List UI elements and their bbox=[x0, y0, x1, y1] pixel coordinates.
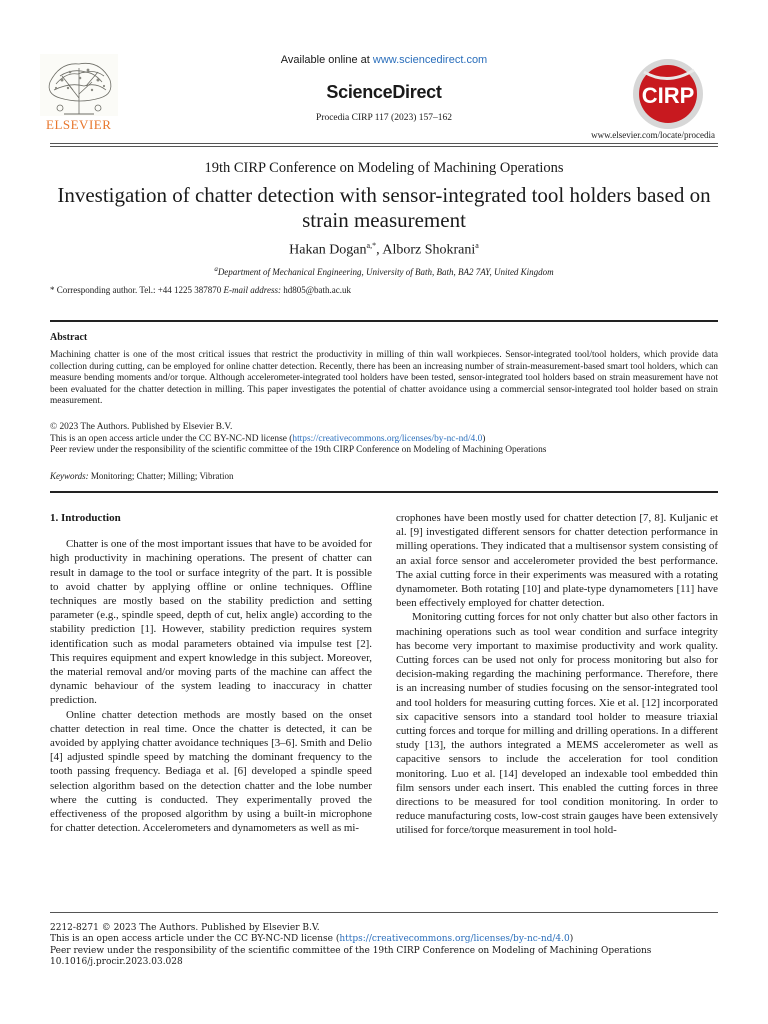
affiliation-text: Department of Mechanical Engineering, University of Bath, Bath, BA2 7AY, United Kingdom bbox=[217, 267, 554, 277]
footer-license-prefix: This is an open access article under the CC BY-NC-ND license ( bbox=[50, 934, 340, 945]
email-address[interactable]: hd805@bath.ac.uk bbox=[280, 285, 351, 295]
email-label: E-mail address: bbox=[223, 285, 281, 295]
abstract-bottom-rule bbox=[50, 491, 718, 493]
author-1-affil: a, bbox=[366, 241, 373, 250]
available-prefix: Available online at bbox=[280, 54, 373, 66]
footer-license-link[interactable]: https://creativecommons.org/licenses/by-nc-nd/4.0 bbox=[339, 934, 570, 945]
copyright-block bbox=[50, 422, 730, 457]
paragraph: crophones have been mostly used for chatter detection [7, 8]. Kuljanic et al. [9] investigated different sensors for chatter detection performance in milling operations. They indicated that a multisensor system consisting of an axial force sensor and accelerometer provided the best performance. The axial cutting force in their experiments was measured with a rotating dynamometer. Both rotating [10] and plate-type dynamometers [11] have been effectively employed for chatter detection. bbox=[396, 512, 718, 610]
section-heading-introduction: 1. Introduction bbox=[50, 512, 121, 524]
footer-license bbox=[50, 934, 651, 945]
abstract-text: Machining chatter is one of the most critical issues that restrict the productivity in milling of thin wall workpieces. Sensor-integrated tool/tool holders, which provide data collection during cutting, can be employed for online chatter detection. Recently, there has been an increasing number of strain-measurement-based smart tool holders, which can measure bending moments and/or torque. Although accelerometer-integrated tool holders have been tested, sensor-integrated tool holders based on strain measurement have not been evaluated for the chatter detection in milling. This paper investigates the potential of chatter avoidance using a commercial sensor-integrated tool holder based on strain measurement. bbox=[50, 350, 718, 407]
keywords-label: Keywords: bbox=[50, 471, 89, 481]
affiliation bbox=[0, 265, 768, 277]
license-link[interactable]: https://creativecommons.org/licenses/by-nc-nd/4.0 bbox=[292, 433, 483, 444]
license-prefix: This is an open access article under the CC BY-NC-ND license ( bbox=[50, 433, 293, 444]
keywords bbox=[50, 471, 233, 481]
license-suffix: ) bbox=[482, 433, 486, 444]
footer-doi[interactable]: 10.1016/j.procir.2023.03.028 bbox=[50, 956, 183, 967]
publisher-name: ELSEVIER bbox=[46, 117, 112, 132]
footer-peer-review: Peer review under the responsibility of the scientific committee of the 19th CIRP Conference on Modeling of Machining Operations bbox=[50, 945, 652, 956]
corresponding-author bbox=[50, 285, 351, 295]
header-divider bbox=[50, 143, 718, 144]
author-1-corresp: * bbox=[372, 241, 377, 250]
footer bbox=[50, 923, 651, 968]
author-list: Hakan Dogan$^{a,*}$, Alborz Shokrani$^a$ bbox=[289, 241, 479, 258]
author-2: Alborz Shokrani bbox=[382, 242, 476, 258]
paper-title: Investigation of chatter detection with sensor-integrated tool holders based on strain measurement bbox=[57, 183, 711, 232]
sciencedirect-brand: ScienceDirect bbox=[326, 82, 442, 102]
footer-issn: 2212-8271 © 2023 The Authors. Published by Elsevier B.V. bbox=[50, 923, 320, 933]
journal-url[interactable]: www.elsevier.com/locate/procedia bbox=[591, 130, 715, 140]
footer-rule bbox=[50, 912, 718, 913]
affiliation-marker: a bbox=[214, 265, 218, 273]
header-divider-2 bbox=[50, 146, 718, 147]
paragraph: Monitoring cutting forces for not only chatter but also other factors in machining operations such as tool wear condition and surface integrity has become very important to maximise productivity and work quality. Cutting forces can be used not only for process monitoring but also for decision-making regarding the machining performance. Therefore, there is an increasing number of studies focusing on the sensor-integrated tool and tool holders for measuring cutting forces. Xie et al. [12] incorporated six capacitive sensors into a standard tool holder to measure triaxial cutting forces and torque for milling and drilling operations. In a different study [13], the authors integrated a MEMS accelerometer as well as capacitive sensors to include the acceleration for tool condition monitoring. Luo et al. [14] developed an indexable tool embedded thin film sensors under each insert. This enabled the cutting forces in three directions to be measured for tool condition monitoring. In order to reduce manufacturing costs, low-cost strain gauges have been extensively utilised for force/torque measurement in tool hold- bbox=[396, 611, 718, 837]
keywords-list: Monitoring; Chatter; Milling; Vibration bbox=[88, 471, 234, 481]
license-line bbox=[50, 434, 730, 446]
author-2-affil: a bbox=[475, 241, 479, 250]
paragraph: Chatter is one of the most important issues that have to be avoided for high productivity in machining operations. The present of chatter can result in damage to the tool or surface integrity of the part. It is possible to avoid chatter by applying offline or online techniques. Offline techniques are mostly based on the stability prediction and setting parameter (e.g., spindle speed, depth of cut, helix angle) according to the stability prediction [1]. However, stability prediction requires system identification such as modal parameters obtained via impulse test [2]. This requires equipment and expert knowledge in this subject. Moreover, the material removal and/or moving parts of the machine can affect the dynamic behaviour of the system leading to inaccuracy in chatter prediction. bbox=[50, 538, 372, 707]
peer-review-line: Peer review under the responsibility of the scientific committee of the 19th CIRP Conference on Modeling of Machining Operations bbox=[50, 445, 547, 456]
body-column-left bbox=[50, 511, 372, 835]
conference-name: 19th CIRP Conference on Modeling of Machining Operations bbox=[204, 160, 564, 176]
paragraph: Online chatter detection methods are mostly based on the onset chatter detection in real time. Once the chatter is detected, it can be avoided by applying chatter avoidance techniques [3–6]. Smith and Delio [4] adjusted spindle speed by matching the dominant frequency to the tooth passing frequency. Bediaga et al. [6] developed a spindle speed selection algorithm based on the detection chatter and the lobe number where the cutting is conducted. They experimentally proved the effectiveness of the proposed algorithm by using a built-in microphone for chatter detection. Accelerometers and dynamometers as well as mi- bbox=[50, 708, 372, 835]
abstract-top-rule bbox=[50, 320, 718, 322]
sciencedirect-link[interactable]: www.sciencedirect.com bbox=[372, 54, 488, 66]
journal-reference: Procedia CIRP 117 (2023) 157–162 bbox=[316, 113, 452, 123]
body-column-right bbox=[396, 511, 718, 838]
copyright-line: © 2023 The Authors. Published by Elsevier B.V. bbox=[50, 422, 233, 432]
cirp-logo bbox=[624, 56, 712, 132]
abstract-heading: Abstract bbox=[50, 332, 88, 343]
footer-license-suffix: ) bbox=[569, 934, 574, 945]
author-1: Hakan Dogan bbox=[289, 242, 367, 258]
cirp-logo-text: CIRP bbox=[641, 83, 695, 108]
corresp-prefix: * Corresponding author. Tel.: +44 1225 387870 bbox=[50, 285, 224, 295]
